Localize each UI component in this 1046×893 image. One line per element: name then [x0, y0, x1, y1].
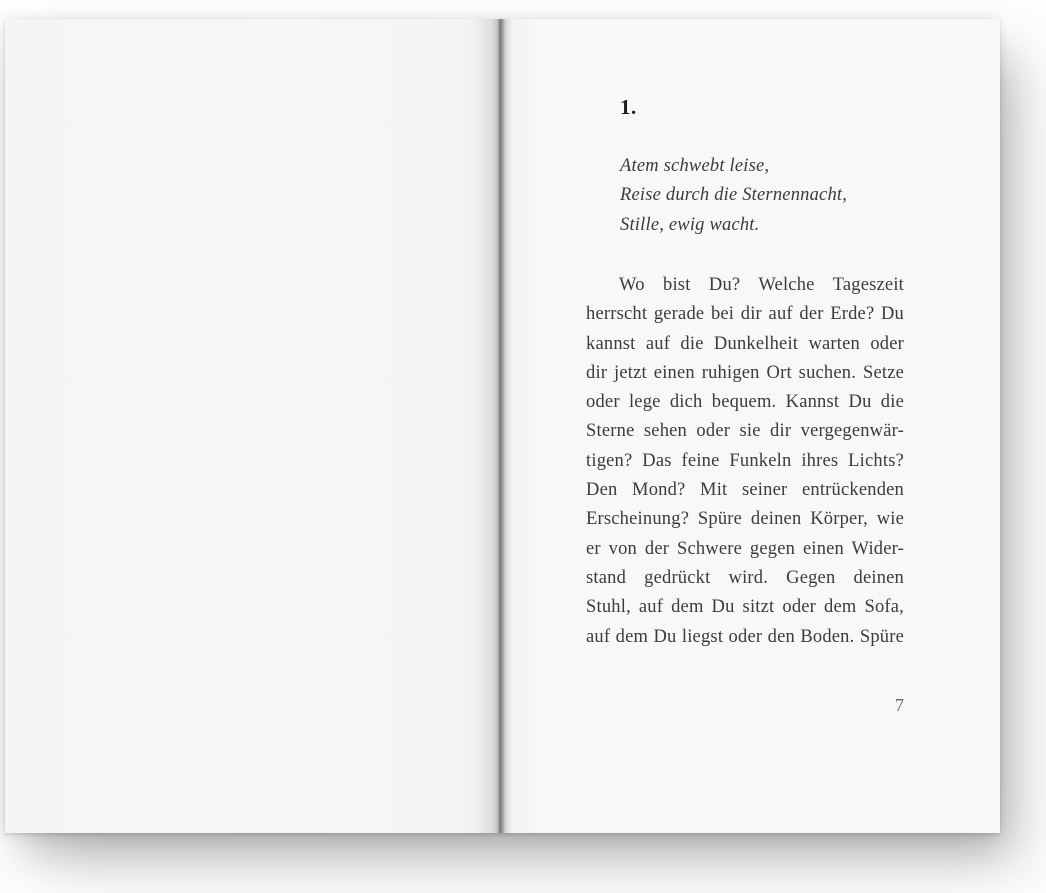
body-line: auf dem Du liegst oder den Boden. Spüre [586, 626, 905, 647]
body-line: tigen? Das feine Funkeln ihres Lichts? [586, 450, 905, 471]
body-line: Den Mond? Mit seiner entrückenden [586, 480, 905, 501]
right-page [500, 19, 1000, 833]
haiku-line: Atem schwebt leise, [620, 156, 770, 176]
body-line: Wo bist Du? Welche Tageszeit [619, 275, 905, 295]
body-paragraph [586, 271, 904, 652]
body-line: stand gedrückt wird. Gegen deinen [586, 567, 905, 588]
body-line: herrscht gerade bei dir auf der Erde? Du [586, 304, 905, 325]
body-line: Stuhl, auf dem Du sitzt oder dem Sofa, [586, 597, 905, 618]
body-line: kannst auf die Dunkelheit warten oder [586, 333, 905, 354]
body-line: oder lege dich bequem. Kannst Du die [586, 392, 905, 413]
body-line: er von der Schwere gegen einen Wider- [586, 538, 905, 559]
body-line: Erscheinung? Spüre deinen Körper, wie [586, 509, 905, 530]
body-line: dir jetzt einen ruhigen Ort suchen. Setze [586, 362, 905, 383]
body-line: Sterne sehen oder sie dir vergegenwär- [586, 421, 905, 442]
book-spread [5, 19, 1000, 833]
left-page [5, 19, 500, 833]
haiku-line: Stille, ewig wacht. [620, 214, 760, 235]
haiku [620, 152, 920, 240]
chapter-heading: 1. [620, 95, 637, 119]
haiku-line: Reise durch die Sternennacht, [620, 185, 848, 206]
page-number: 7 [895, 695, 905, 715]
